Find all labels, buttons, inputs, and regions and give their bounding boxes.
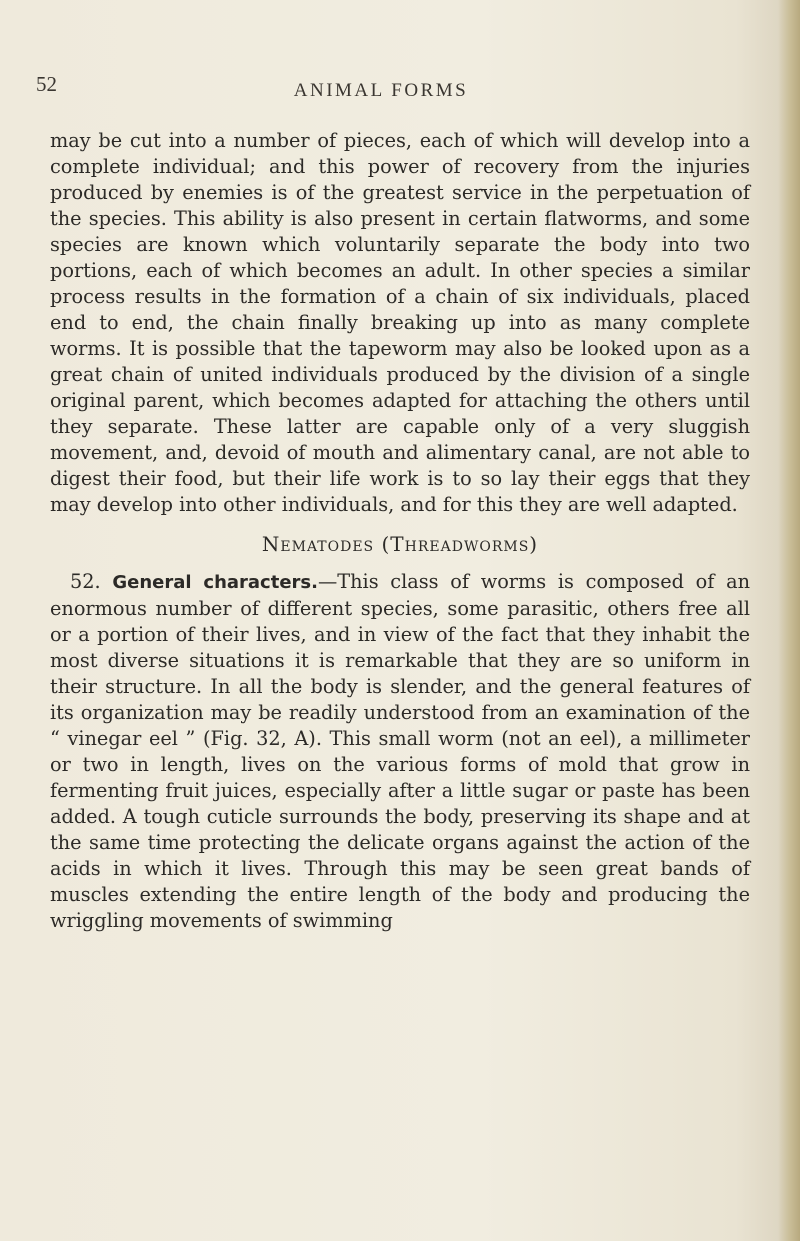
page-edge [778,0,800,1241]
page-number: 52 [36,72,57,96]
section-heading: Nematodes (Threadworms) [261,532,539,556]
paragraph: may be cut into a number of pieces, each of which will develop into a complete individual; and this power of recovery from the injuries produced by enemies is of the greatest service in the perpetuation of the species. This ability is also present in certain flatworms, and some species are known which voluntarily separate the body into two portions, each of which becomes an adult. In other species a similar process results in the formation of a chain of six individuals, placed end to end, the chain finally breaking up into as many complete worms. It is possible that the tapeworm may also be looked upon as a great chain of united individuals produced by the division of a single original parent, which becomes adapted for attaching the others until they separate. These latter are capable only of a very sluggish movement, and, devoid of mouth and alimentary canal, are not able to digest their food, but their life work is to so lay their eggs that they may develop into other individuals, and for this they are well adapted. [50,129,750,516]
running-title: ANIMAL FORMS [293,80,469,101]
section-number: 52. [70,570,101,593]
section-lead: General characters. [112,572,318,593]
page-body [50,128,750,934]
paragraph-text: —This class of worms is composed of an enormous number of different species, some parasitic, others free all or a portion of their lives, and in view of the fact that they inhabit the most diverse situations it is remarkable that they are so uniform in their structure. In all the body is slender, and the general features of its organization may be readily understood from an examination of the “ vinegar eel ” (Fig. 32, A). This small worm (not an eel), a millimeter or two in length, lives on the various forms of mold that grow in fermenting fruit juices, especially after a little sugar or paste has been added. A tough cuticle surrounds the body, preserving its shape and at the same time protecting the delicate organs against the action of the acids in which it lives. Through this may be seen great bands of muscles extending the entire length of the body and producing the wriggling movements of swimming [50,570,750,932]
paragraph [50,569,750,934]
